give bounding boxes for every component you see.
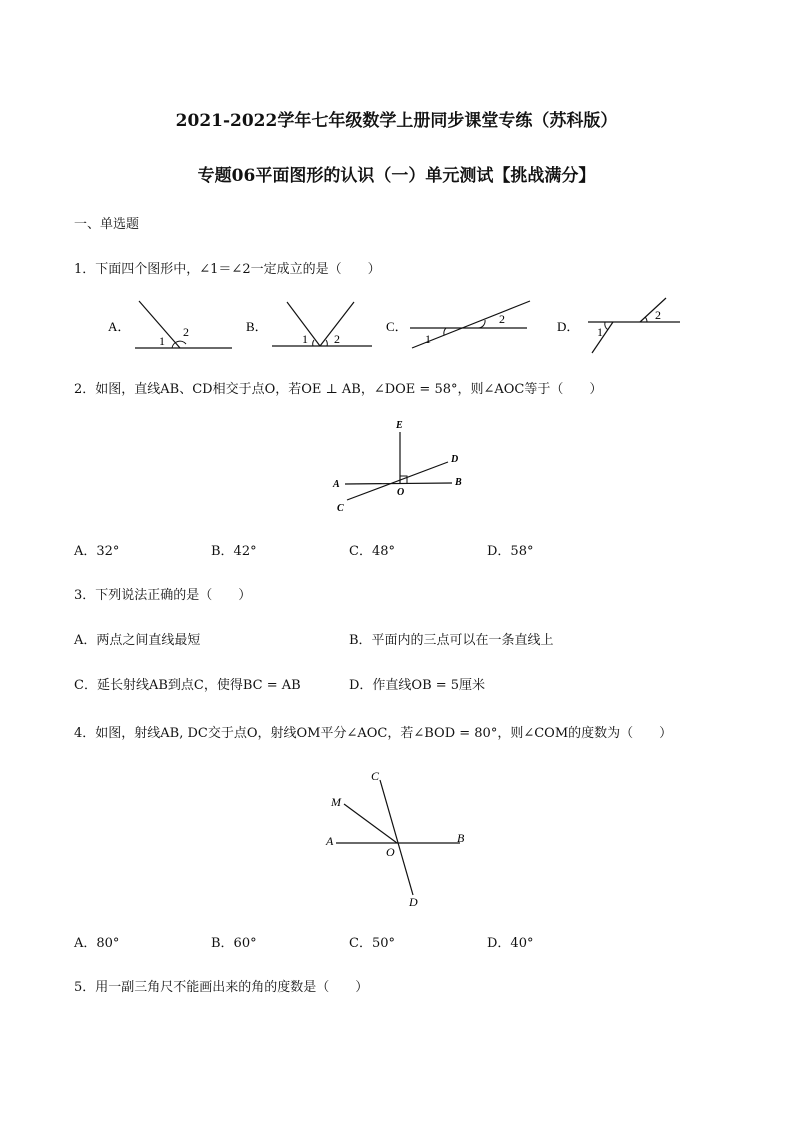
q4-point-m: M [331,795,341,809]
q2-point-e: E [396,420,403,431]
q2-option-c: C．48° [349,544,395,559]
document-subtitle: 专题06平面图形的认识（一）单元测试【挑战满分】 [197,166,596,186]
question-4-stem: 4．如图，射线AB, DC交于点O，射线OM平分∠AOC，若∠BOD = 80°，则∠COM的度数为（ ） [74,726,673,741]
q2-point-a: A [333,479,340,490]
q1-fig-b-letter: B． [246,319,268,334]
question-1-stem: 1．下面四个图形中，∠1＝∠2一定成立的是（ ） [74,262,381,277]
q2-point-b: B [455,477,462,488]
q2-option-d: D．58° [487,544,534,559]
q1-fig-a-letter: A． [108,319,131,334]
q1-fig-b-label-2: 2 [334,332,340,346]
q2-option-a: A．32° [74,544,120,559]
q1-fig-b-label-1: 1 [302,332,308,346]
q2-figure [320,418,470,518]
q1-fig-c-label-1: 1 [425,332,431,346]
question-3-stem: 3．下列说法正确的是（ ） [74,588,252,603]
q4-option-a: A．80° [74,936,120,951]
question-5-stem: 5．用一副三角尺不能画出来的角的度数是（ ） [74,980,369,995]
q3-option-b: B．平面内的三点可以在一条直线上 [349,633,554,648]
q4-point-d: D [409,895,418,909]
q1-fig-d-label-2: 2 [655,308,661,322]
q4-point-a: A [326,834,334,848]
q1-fig-c-label-2: 2 [499,312,505,326]
q2-point-d: D [451,454,459,465]
q2-point-c: C [337,503,344,514]
q4-point-b: B [457,831,465,845]
q1-fig-a-label-2: 2 [183,325,189,339]
q4-point-c: C [371,769,380,783]
q2-point-o: O [397,487,405,498]
q4-option-d: D．40° [487,936,534,951]
q1-fig-a-label-1: 1 [159,334,165,348]
q4-option-b: B．60° [211,936,257,951]
q1-fig-d-label-1: 1 [597,325,603,339]
q4-option-c: C．50° [349,936,395,951]
section-heading: 一、单选题 [74,217,140,232]
question-2-stem: 2．如图，直线AB、CD相交于点O，若OE ⊥ AB，∠DOE = 58°，则∠AOC等于（ ） [74,382,603,397]
q2-option-b: B．42° [211,544,257,559]
q4-point-o: O [386,845,395,859]
q1-figures [0,290,793,360]
document-title: 2021-2022学年七年级数学上册同步课堂专练（苏科版） [175,111,618,131]
q3-option-d: D．作直线OB = 5厘米 [349,678,486,693]
q4-figure [320,765,480,910]
q3-option-c: C．延长射线AB到点C，使得BC = AB [74,678,301,693]
q1-fig-d-letter: D． [557,319,580,334]
q1-fig-c-letter: C． [386,319,408,334]
q3-option-a: A．两点之间直线最短 [74,633,201,648]
